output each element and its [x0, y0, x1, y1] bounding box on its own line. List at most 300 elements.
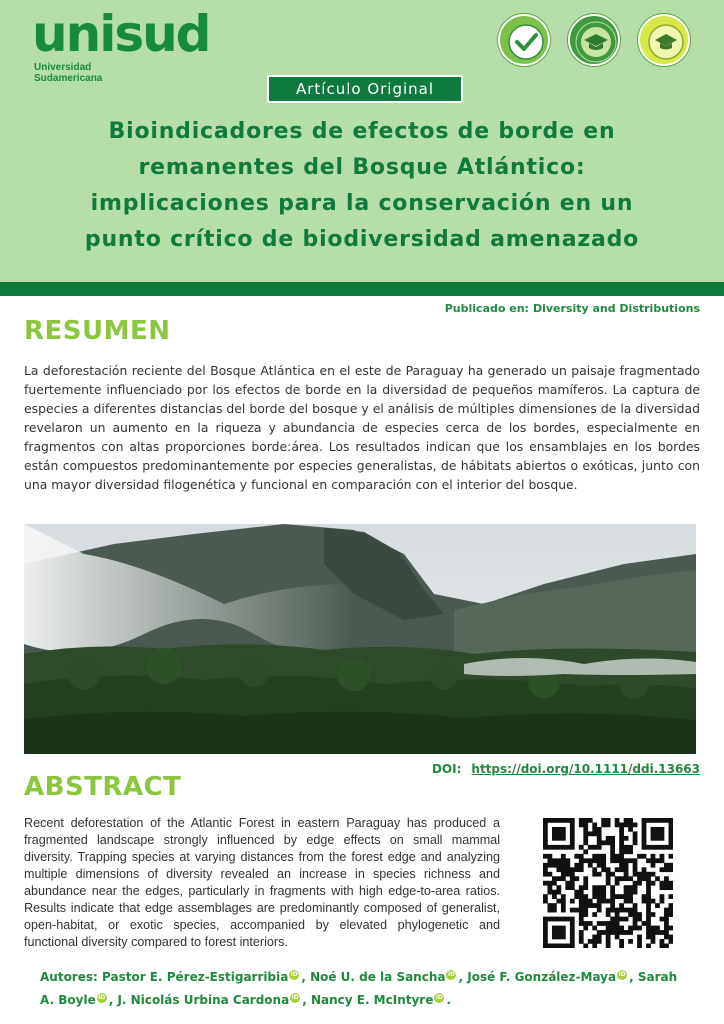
- qr-module: [660, 899, 665, 904]
- qr-module: [606, 935, 611, 940]
- qr-module: [651, 827, 656, 832]
- qr-module: [669, 831, 673, 836]
- qr-module: [669, 939, 673, 944]
- qr-module: [642, 822, 647, 827]
- qr-module: [646, 899, 651, 904]
- qr-module: [669, 845, 673, 850]
- qr-module: [565, 845, 570, 850]
- qr-module: [646, 903, 651, 908]
- qr-module: [655, 831, 660, 836]
- qr-module: [592, 822, 597, 827]
- qr-module: [583, 849, 588, 854]
- qr-module: [552, 917, 557, 922]
- qr-module: [637, 939, 642, 944]
- qr-module: [570, 836, 575, 841]
- qr-module: [547, 818, 552, 823]
- qr-module: [574, 894, 579, 899]
- qr-module: [583, 903, 588, 908]
- qr-module: [570, 872, 575, 877]
- qr-module: [597, 827, 602, 832]
- qr-module: [624, 876, 629, 881]
- title-line: Bioindicadores de efectos de borde en: [108, 119, 616, 144]
- orcid-icon[interactable]: iD: [447, 971, 455, 978]
- title-line: punto crítico de biodiversidad amenazado: [84, 227, 640, 252]
- qr-module: [561, 858, 566, 863]
- qr-module: [615, 930, 620, 935]
- qr-module: [624, 917, 629, 922]
- qr-module: [642, 840, 647, 845]
- qr-module: [660, 939, 665, 944]
- qr-module: [583, 818, 588, 823]
- qr-module: [597, 872, 602, 877]
- qr-module: [642, 872, 647, 877]
- qr-module: [619, 822, 624, 827]
- qr-module: [633, 903, 638, 908]
- qr-module: [619, 854, 624, 859]
- qr-module: [583, 926, 588, 931]
- qr-module: [628, 827, 633, 832]
- qr-module: [642, 899, 647, 904]
- qr-module: [547, 903, 552, 908]
- logo-subtitle-line1: Universidad: [34, 62, 92, 73]
- qr-module: [588, 939, 593, 944]
- qr-module: [588, 818, 593, 823]
- qr-module: [624, 836, 629, 841]
- qr-module: [637, 935, 642, 940]
- qr-module: [633, 867, 638, 872]
- qr-module: [552, 881, 557, 886]
- qr-module: [552, 903, 557, 908]
- qr-module: [561, 944, 566, 948]
- graduation-cap-icon: [568, 14, 620, 66]
- qr-module: [592, 858, 597, 863]
- qr-module: [619, 867, 624, 872]
- qr-module: [579, 863, 584, 868]
- logo-subtitle-line2: Sudamericana: [34, 73, 103, 84]
- qr-module: [606, 899, 611, 904]
- qr-module: [565, 917, 570, 922]
- qr-module: [637, 876, 642, 881]
- abstract-heading: ABSTRACT: [24, 772, 182, 802]
- qr-module: [601, 894, 606, 899]
- qr-module: [655, 827, 660, 832]
- orcid-icon[interactable]: iD: [618, 971, 626, 978]
- qr-module: [660, 881, 665, 886]
- qr-module: [543, 921, 548, 926]
- qr-module: [628, 822, 633, 827]
- qr-module: [556, 935, 561, 940]
- qr-module: [619, 827, 624, 832]
- qr-module: [664, 912, 669, 917]
- qr-module: [579, 917, 584, 922]
- qr-module: [610, 885, 615, 890]
- qr-module: [669, 818, 673, 823]
- qr-module: [592, 872, 597, 877]
- qr-module: [597, 885, 602, 890]
- qr-module: [592, 867, 597, 872]
- qr-module: [565, 867, 570, 872]
- qr-module: [669, 881, 673, 886]
- qr-module: [592, 939, 597, 944]
- qr-module: [552, 935, 557, 940]
- qr-module: [601, 867, 606, 872]
- qr-module: [583, 831, 588, 836]
- qr-module: [565, 858, 570, 863]
- qr-module: [619, 831, 624, 836]
- qr-module: [628, 849, 633, 854]
- qr-module: [606, 939, 611, 944]
- qr-module: [583, 912, 588, 917]
- qr-module: [543, 894, 548, 899]
- qr-module: [547, 890, 552, 895]
- qr-module: [637, 926, 642, 931]
- qr-module: [579, 822, 584, 827]
- qr-module: [570, 822, 575, 827]
- qr-module: [628, 899, 633, 904]
- qr-module: [610, 894, 615, 899]
- qr-module: [597, 840, 602, 845]
- qr-module: [588, 845, 593, 850]
- qr-module: [651, 926, 656, 931]
- author-name: Pastor E. Pérez-Estigarribia: [102, 970, 289, 984]
- qr-module: [574, 867, 579, 872]
- qr-module: [669, 822, 673, 827]
- qr-module: [556, 836, 561, 841]
- qr-module: [624, 818, 629, 823]
- qr-module: [561, 894, 566, 899]
- qr-module: [624, 822, 629, 827]
- qr-module: [597, 921, 602, 926]
- qr-module: [570, 921, 575, 926]
- qr-module: [543, 935, 548, 940]
- qr-module: [619, 917, 624, 922]
- qr-module: [651, 912, 656, 917]
- qr-module: [565, 881, 570, 886]
- qr-module: [556, 858, 561, 863]
- qr-module: [543, 926, 548, 931]
- qr-module: [601, 890, 606, 895]
- qr-module: [642, 831, 647, 836]
- qr-module: [660, 930, 665, 935]
- qr-module: [543, 863, 548, 868]
- qr-module: [552, 908, 557, 913]
- qr-module: [619, 845, 624, 850]
- qr-module: [646, 930, 651, 935]
- qr-module: [642, 867, 647, 872]
- qr-module: [606, 836, 611, 841]
- qr-module: [633, 926, 638, 931]
- qr-module: [597, 903, 602, 908]
- qr-module: [660, 836, 665, 841]
- qr-module: [637, 872, 642, 877]
- qr-module: [583, 881, 588, 886]
- qr-module: [543, 944, 548, 948]
- qr-module: [664, 917, 669, 922]
- qr-module: [633, 885, 638, 890]
- qr-module: [601, 840, 606, 845]
- authors: Autores: Pastor E. Pérez-Estigarribia iD , Noé U. de la Sancha iD , José F. González-Maya iD , Sarah A. Boyle iD , J. Nicolás Urbina Cardona iD , Nancy E. McIntyre iD .: [40, 970, 678, 1007]
- author-name: Sarah A. Boyle: [40, 970, 678, 1007]
- qr-module: [624, 899, 629, 904]
- qr-module: [615, 926, 620, 931]
- qr-module: [615, 818, 620, 823]
- qr-module: [579, 899, 584, 904]
- qr-module: [570, 935, 575, 940]
- qr-module: [619, 903, 624, 908]
- qr-module: [628, 912, 633, 917]
- qr-module: [547, 854, 552, 859]
- qr-module: [646, 926, 651, 931]
- qr-module: [543, 818, 548, 823]
- qr-module: [570, 840, 575, 845]
- doi-link[interactable]: https://doi.org/10.1111/ddi.13663: [471, 762, 700, 776]
- qr-module: [561, 836, 566, 841]
- qr-module: [619, 876, 624, 881]
- orcid-icon[interactable]: iD: [290, 971, 298, 978]
- qr-module: [610, 836, 615, 841]
- qr-module: [615, 908, 620, 913]
- qr-module: [592, 827, 597, 832]
- qr-module: [637, 881, 642, 886]
- qr-module: [592, 894, 597, 899]
- qr-module: [637, 917, 642, 922]
- qr-module: [651, 831, 656, 836]
- qr-module: [570, 845, 575, 850]
- qr-module: [615, 912, 620, 917]
- qr-module: [592, 944, 597, 948]
- qr-module: [570, 885, 575, 890]
- published-label: Publicado en:: [444, 302, 529, 315]
- qr-module: [579, 854, 584, 859]
- qr-module: [610, 899, 615, 904]
- qr-module: [664, 921, 669, 926]
- qr-module: [588, 858, 593, 863]
- qr-module: [633, 858, 638, 863]
- resumen-heading: RESUMEN: [24, 316, 171, 346]
- qr-module: [669, 836, 673, 841]
- qr-module: [664, 863, 669, 868]
- qr-module: [552, 831, 557, 836]
- qr-module: [597, 845, 602, 850]
- qr-module: [606, 822, 611, 827]
- qr-module: [615, 935, 620, 940]
- qr-module: [624, 894, 629, 899]
- qr-module: [579, 885, 584, 890]
- qr-module: [660, 858, 665, 863]
- qr-module: [669, 935, 673, 940]
- qr-module: [660, 894, 665, 899]
- qr-module: [664, 876, 669, 881]
- qr-module: [597, 930, 602, 935]
- qr-module: [624, 872, 629, 877]
- qr-module: [651, 854, 656, 859]
- qr-module: [583, 908, 588, 913]
- authors-label: Autores:: [40, 970, 98, 984]
- qr-module: [669, 854, 673, 859]
- qr-module: [579, 867, 584, 872]
- qr-module: [601, 921, 606, 926]
- qr-module: [628, 939, 633, 944]
- qr-module: [547, 863, 552, 868]
- qr-module: [651, 881, 656, 886]
- qr-module: [642, 836, 647, 841]
- qr-module: [543, 845, 548, 850]
- qr-module: [561, 827, 566, 832]
- qr-module: [619, 858, 624, 863]
- qr-module: [628, 926, 633, 931]
- qr-module: [556, 845, 561, 850]
- qr-module: [588, 903, 593, 908]
- qr-module: [543, 917, 548, 922]
- qr-module: [583, 899, 588, 904]
- qr-module: [547, 885, 552, 890]
- qr-module: [574, 876, 579, 881]
- qr-module: [660, 845, 665, 850]
- qr-module: [547, 858, 552, 863]
- qr-module: [597, 836, 602, 841]
- qr-module: [610, 849, 615, 854]
- qr-module: [669, 885, 673, 890]
- qr-module: [646, 818, 651, 823]
- qr-module: [601, 885, 606, 890]
- qr-module: [633, 836, 638, 841]
- qr-module: [565, 872, 570, 877]
- qr-module: [583, 827, 588, 832]
- qr-module: [606, 908, 611, 913]
- qr-module: [547, 944, 552, 948]
- qr-module: [669, 912, 673, 917]
- forest-photo: [24, 524, 696, 754]
- qr-module: [646, 944, 651, 948]
- qr-module: [669, 840, 673, 845]
- qr-module: [556, 818, 561, 823]
- qr-module: [646, 876, 651, 881]
- qr-module: [561, 935, 566, 940]
- qr-module: [660, 917, 665, 922]
- qr-module: [646, 858, 651, 863]
- qr-module: [570, 926, 575, 931]
- qr-module: [556, 899, 561, 904]
- qr-module: [664, 908, 669, 913]
- qr-module: [624, 863, 629, 868]
- qr-module: [628, 858, 633, 863]
- qr-module: [547, 872, 552, 877]
- qr-module: [556, 926, 561, 931]
- qr-module: [574, 863, 579, 868]
- qr-module: [592, 926, 597, 931]
- qr-module: [655, 903, 660, 908]
- qr-module: [624, 930, 629, 935]
- qr-module: [669, 926, 673, 931]
- qr-module: [637, 854, 642, 859]
- qr-module: [615, 867, 620, 872]
- qr-module: [583, 944, 588, 948]
- qr-module: [579, 939, 584, 944]
- qr-module: [597, 899, 602, 904]
- qr-module: [669, 863, 673, 868]
- qr-module: [552, 876, 557, 881]
- qr-module: [606, 930, 611, 935]
- qr-module: [633, 831, 638, 836]
- qr-module: [642, 854, 647, 859]
- qr-module: [646, 935, 651, 940]
- qr-module: [615, 921, 620, 926]
- qr-module: [610, 872, 615, 877]
- qr-module: [588, 831, 593, 836]
- qr-module: [633, 912, 638, 917]
- qr-module: [561, 930, 566, 935]
- qr-module: [579, 921, 584, 926]
- qr-module: [624, 867, 629, 872]
- qr-module: [664, 845, 669, 850]
- qr-module: [556, 876, 561, 881]
- qr-module: [601, 822, 606, 827]
- qr-module: [592, 935, 597, 940]
- qr-module: [633, 890, 638, 895]
- qr-module: [547, 881, 552, 886]
- qr-module: [570, 876, 575, 881]
- qr-module: [619, 926, 624, 931]
- author-name: J. Nicolás Urbina Cardona: [117, 993, 290, 1007]
- qr-module: [579, 935, 584, 940]
- page-title: [30, 114, 694, 258]
- qr-module: [606, 872, 611, 877]
- orcid-icon[interactable]: iD: [291, 994, 299, 1001]
- qr-module: [570, 944, 575, 948]
- qr-module: [615, 881, 620, 886]
- qr-module: [606, 912, 611, 917]
- qr-module: [579, 890, 584, 895]
- author-name: Nancy E. McIntyre: [310, 993, 434, 1007]
- qr-module: [583, 876, 588, 881]
- qr-module: [624, 858, 629, 863]
- qr-module: [561, 876, 566, 881]
- qr-module: [628, 818, 633, 823]
- qr-module: [610, 908, 615, 913]
- qr-module: [543, 867, 548, 872]
- qr-module: [615, 854, 620, 859]
- qr-module: [655, 930, 660, 935]
- qr-module: [552, 836, 557, 841]
- qr-module: [646, 872, 651, 877]
- qr-module: [561, 926, 566, 931]
- qr-module: [552, 845, 557, 850]
- qr-module: [606, 876, 611, 881]
- qr-module: [561, 818, 566, 823]
- qr-module: [552, 827, 557, 832]
- qr-module: [669, 903, 673, 908]
- qr-module: [579, 908, 584, 913]
- qr-module: [601, 899, 606, 904]
- qr-module: [646, 885, 651, 890]
- qr-module: [565, 818, 570, 823]
- qr-module: [574, 854, 579, 859]
- qr-module: [601, 863, 606, 868]
- orcid-icon[interactable]: iD: [98, 994, 106, 1001]
- orcid-icon[interactable]: iD: [435, 994, 443, 1001]
- qr-module: [651, 872, 656, 877]
- qr-module: [574, 890, 579, 895]
- qr-module: [543, 840, 548, 845]
- qr-module: [669, 867, 673, 872]
- qr-module: [624, 890, 629, 895]
- qr-module: [637, 944, 642, 948]
- qr-module: [628, 845, 633, 850]
- qr-module: [669, 827, 673, 832]
- qr-module: [610, 930, 615, 935]
- qr-module: [664, 935, 669, 940]
- qr-code-icon[interactable]: [543, 818, 673, 948]
